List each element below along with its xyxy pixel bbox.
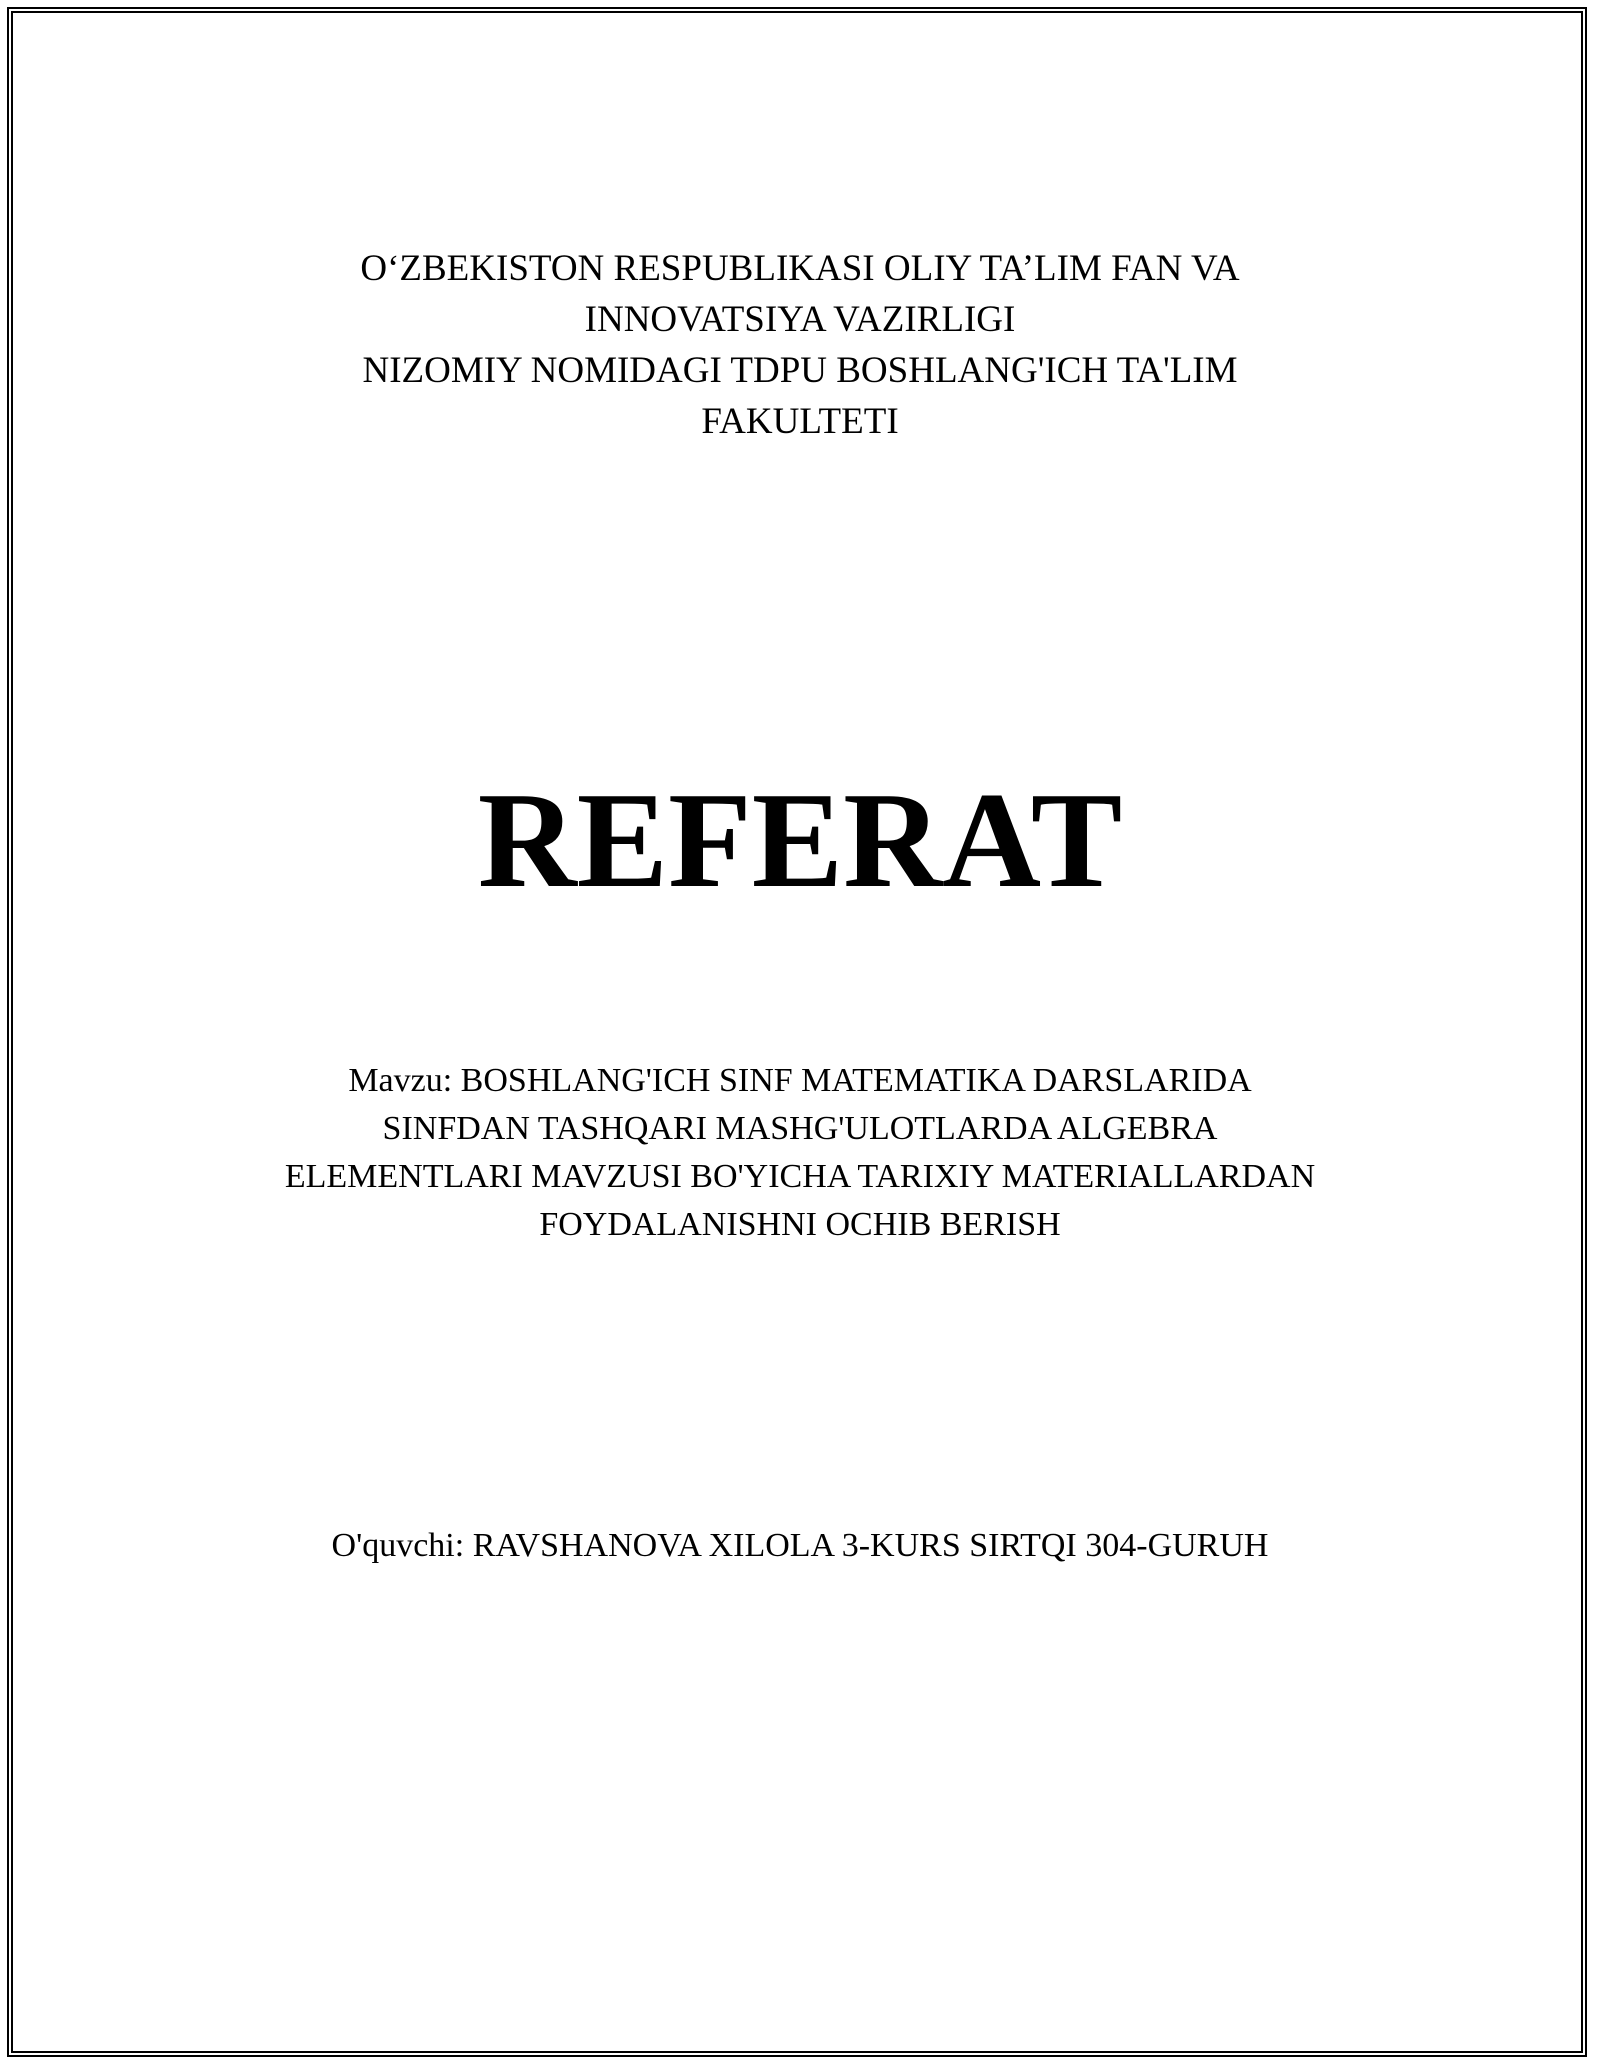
header-line-3: NIZOMIY NOMIDAGI TDPU BOSHLANG'ICH TA'LIM [362, 350, 1238, 391]
header-line-1: O‘ZBEKISTON RESPUBLIKASI OLIY TA’LIM FAN VA [360, 248, 1240, 289]
topic-line-4: FOYDALANISHNI OCHIB BERISH [539, 1206, 1061, 1243]
header-line-2: INNOVATSIYA VAZIRLIGI [584, 299, 1016, 340]
institution-header [0, 243, 1600, 447]
topic-line-2: SINFDAN TASHQARI MASHG'ULOTLARDA ALGEBRA [382, 1110, 1218, 1147]
document-title: REFERAT [477, 764, 1123, 916]
topic-section [0, 1057, 1600, 1249]
header-line-4: FAKULTETI [701, 401, 899, 442]
student-section [0, 1522, 1600, 1570]
student-line: O'quvchi: RAVSHANOVA XILOLA 3-KURS SIRTQI 304-GURUH [331, 1527, 1269, 1564]
topic-line-1: Mavzu: BOSHLANG'ICH SINF MATEMATIKA DARSLARIDA [348, 1062, 1252, 1099]
topic-line-3: ELEMENTLARI MAVZUSI BO'YICHA TARIXIY MATERIALLARDAN [284, 1158, 1316, 1195]
